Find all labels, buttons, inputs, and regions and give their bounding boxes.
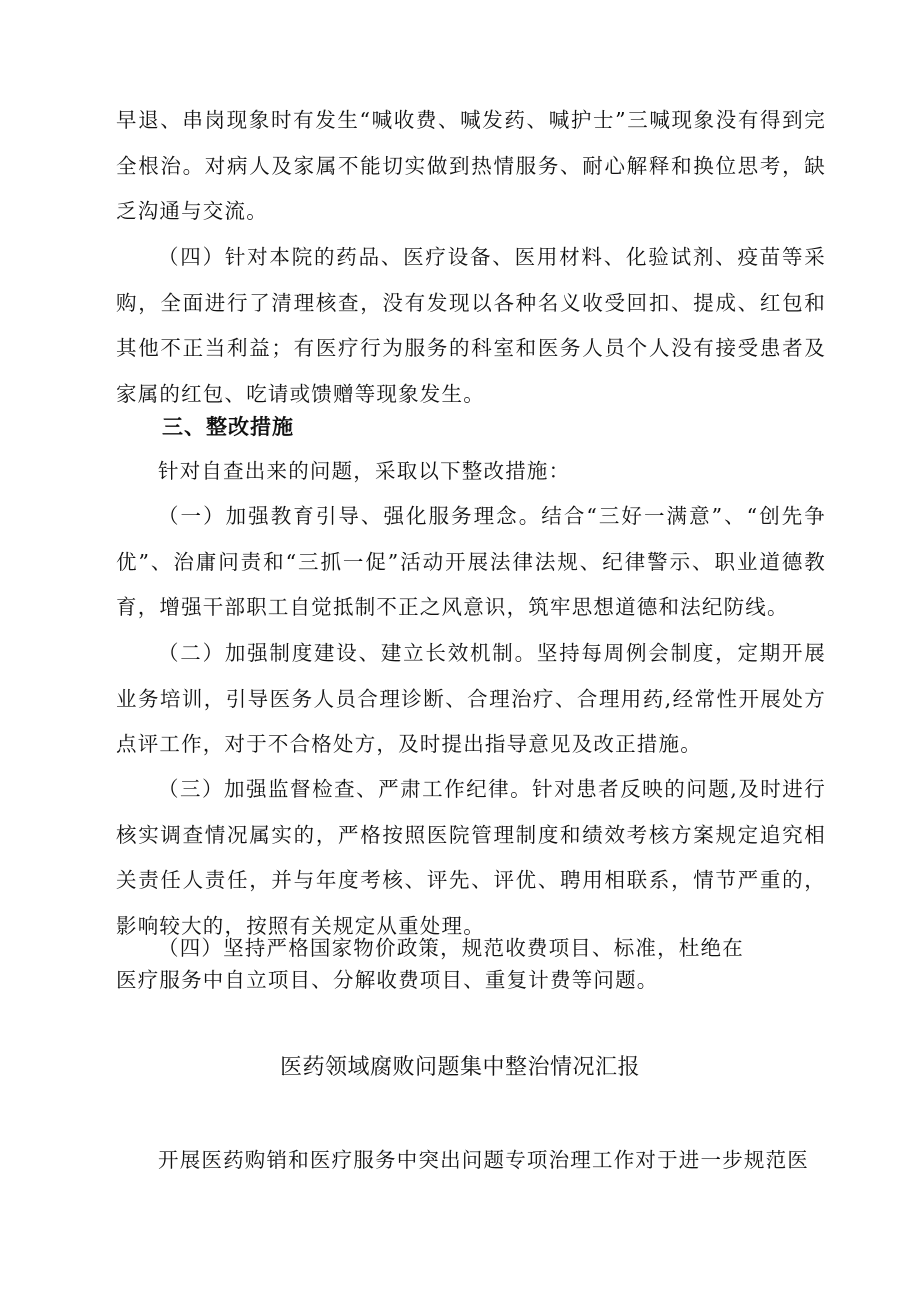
report-title: 医药领域腐败问题集中整治情况汇报 xyxy=(279,1055,640,1080)
paragraph-measure-education: （一）加强教育引导、强化服务理念。结合“三好一满意”、“创先争优”、治庸问责和“三抓一促”活动开展法律法规、纪律警示、职业道德教育，增强干部职工自觉抵制不正之风意识，筑牢思想道德和法纪防线。 xyxy=(116,504,826,619)
paragraph-measure-pricing-line1: （四）坚持严格国家物价政策，规范收费项目、标准，杜绝在 xyxy=(158,936,744,960)
paragraph-measures-intro: 针对自查出来的问题，采取以下整改措施： xyxy=(158,459,571,483)
paragraph-service-problems: 早退、串岗现象时有发生“喊收费、喊发药、喊护士”三喊现象没有得到完全根治。对病人及家属不能切实做到热情服务、耐心解释和换位思考，缺乏沟通与交流。 xyxy=(116,108,826,223)
paragraph-procurement-check: （四）针对本院的药品、医疗设备、医用材料、化验试剂、疫苗等采购，全面进行了清理核查，没有发现以各种名义收受回扣、提成、红包和其他不正当利益；有医疗行为服务的科室和医务人员个人没有接受患者及家属的红包、吃请或馈赠等现象发生。 xyxy=(116,245,826,406)
section-heading-rectification: 三、整改措施 xyxy=(162,415,294,439)
paragraph-measure-supervision: （三）加强监督检查、严肃工作纪律。针对患者反映的问题,及时进行核实调查情况属实的，严格按照医院管理制度和绩效考核方案规定追究相关责任人责任，并与年度考核、评先、评优、聘用相联系，情节严重的，影响较大的，按照有关规定从重处理。 xyxy=(116,777,826,938)
paragraph-report-intro: 开展医药购销和医疗服务中突出问题专项治理工作对于进一步规范医 xyxy=(158,1148,809,1172)
paragraph-measure-pricing-line2: 医疗服务中自立项目、分解收费项目、重复计费等问题。 xyxy=(116,968,659,992)
paragraph-measure-system: （二）加强制度建设、建立长效机制。坚持每周例会制度，定期开展业务培训，引导医务人员合理诊断、合理治疗、合理用药,经常性开展处方点评工作，对于不合格处方，及时提出指导意见及改正措施。 xyxy=(116,641,826,756)
